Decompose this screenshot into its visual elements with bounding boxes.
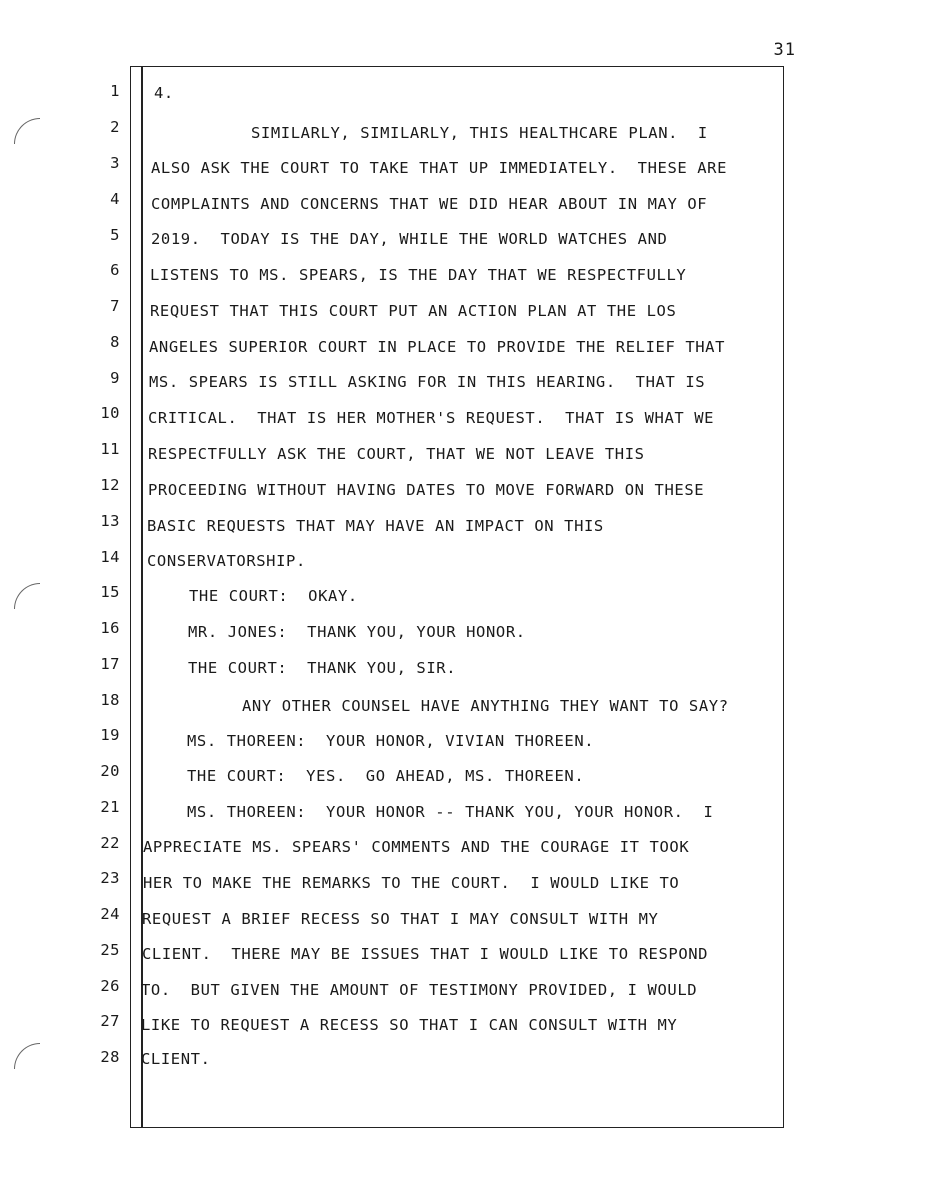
line-number: 20	[100, 762, 120, 780]
transcript-line: REQUEST THAT THIS COURT PUT AN ACTION PLAN AT THE LOS	[150, 302, 677, 320]
line-number: 11	[100, 440, 120, 458]
transcript-line: APPRECIATE MS. SPEARS' COMMENTS AND THE COURAGE IT TOOK	[143, 838, 690, 856]
line-number: 4	[110, 190, 120, 208]
line-number: 13	[100, 512, 120, 530]
transcript-line: 4.	[154, 84, 174, 102]
punch-hole-1	[14, 118, 40, 144]
line-number: 28	[100, 1048, 120, 1066]
transcript-line: MR. JONES: THANK YOU, YOUR HONOR.	[188, 623, 526, 641]
page-number: 31	[773, 40, 796, 60]
transcript-line: MS. THOREEN: YOUR HONOR -- THANK YOU, YOUR HONOR. I	[187, 803, 714, 821]
line-number: 17	[100, 655, 120, 673]
line-number: 5	[110, 226, 120, 244]
transcript-line: RESPECTFULLY ASK THE COURT, THAT WE NOT LEAVE THIS	[148, 445, 645, 463]
line-number: 19	[100, 726, 120, 744]
transcript-line: TO. BUT GIVEN THE AMOUNT OF TESTIMONY PROVIDED, I WOULD	[141, 981, 698, 999]
punch-hole-2	[14, 583, 40, 609]
transcript-line: THE COURT: THANK YOU, SIR.	[188, 659, 457, 677]
transcript-line: LISTENS TO MS. SPEARS, IS THE DAY THAT WE RESPECTFULLY	[150, 266, 687, 284]
transcript-line: LIKE TO REQUEST A RECESS SO THAT I CAN CONSULT WITH MY	[141, 1016, 678, 1034]
line-number: 2	[110, 118, 120, 136]
transcript-line: BASIC REQUESTS THAT MAY HAVE AN IMPACT ON THIS	[147, 517, 604, 535]
line-number: 27	[100, 1012, 120, 1030]
transcript-line: THE COURT: OKAY.	[189, 587, 358, 605]
transcript-line: ALSO ASK THE COURT TO TAKE THAT UP IMMEDIATELY. THESE ARE	[151, 159, 728, 177]
line-number: 6	[110, 261, 120, 279]
transcript-line: CLIENT.	[141, 1050, 211, 1068]
transcript-line: 2019. TODAY IS THE DAY, WHILE THE WORLD WATCHES AND	[151, 230, 668, 248]
line-number: 3	[110, 154, 120, 172]
transcript-line: ANY OTHER COUNSEL HAVE ANYTHING THEY WANT TO SAY?	[242, 697, 729, 715]
line-number: 21	[100, 798, 120, 816]
line-number: 25	[100, 941, 120, 959]
line-number: 9	[110, 369, 120, 387]
transcript-line: PROCEEDING WITHOUT HAVING DATES TO MOVE FORWARD ON THESE	[148, 481, 705, 499]
transcript-left-rule	[141, 66, 143, 1128]
line-number: 23	[100, 869, 120, 887]
line-number: 7	[110, 297, 120, 315]
transcript-line: MS. THOREEN: YOUR HONOR, VIVIAN THOREEN.	[187, 732, 595, 750]
transcript-line: COMPLAINTS AND CONCERNS THAT WE DID HEAR ABOUT IN MAY OF	[151, 195, 708, 213]
line-number: 8	[110, 333, 120, 351]
transcript-line: MS. SPEARS IS STILL ASKING FOR IN THIS HEARING. THAT IS	[149, 373, 706, 391]
line-number: 16	[100, 619, 120, 637]
transcript-line: THE COURT: YES. GO AHEAD, MS. THOREEN.	[187, 767, 585, 785]
line-number: 12	[100, 476, 120, 494]
transcript-line: HER TO MAKE THE REMARKS TO THE COURT. I WOULD LIKE TO	[143, 874, 680, 892]
transcript-line: ANGELES SUPERIOR COURT IN PLACE TO PROVIDE THE RELIEF THAT	[149, 338, 726, 356]
line-number: 1	[110, 82, 120, 100]
transcript-line: REQUEST A BRIEF RECESS SO THAT I MAY CONSULT WITH MY	[142, 910, 659, 928]
line-number: 15	[100, 583, 120, 601]
transcript-line: SIMILARLY, SIMILARLY, THIS HEALTHCARE PLAN. I	[251, 124, 708, 142]
line-number: 10	[100, 404, 120, 422]
line-number: 26	[100, 977, 120, 995]
transcript-line: CRITICAL. THAT IS HER MOTHER'S REQUEST. THAT IS WHAT WE	[148, 409, 715, 427]
line-number: 22	[100, 834, 120, 852]
line-number: 18	[100, 691, 120, 709]
line-number: 24	[100, 905, 120, 923]
transcript-line: CONSERVATORSHIP.	[147, 552, 306, 570]
transcript-line: CLIENT. THERE MAY BE ISSUES THAT I WOULD LIKE TO RESPOND	[142, 945, 709, 963]
line-number: 14	[100, 548, 120, 566]
punch-hole-3	[14, 1043, 40, 1069]
